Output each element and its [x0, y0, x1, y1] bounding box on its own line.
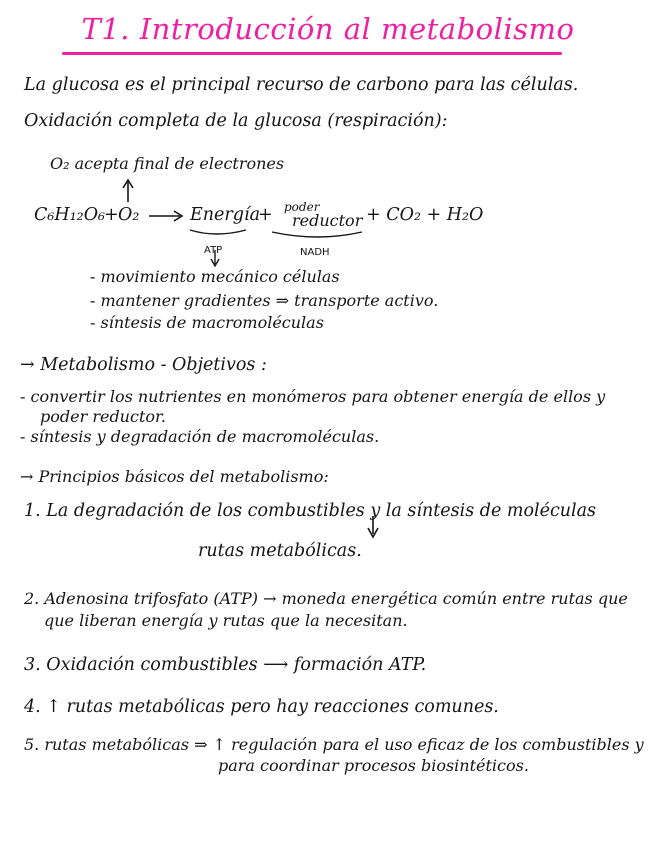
products-co2-h2o: + CO₂ + H₂O — [366, 205, 484, 225]
energy-brace — [190, 230, 246, 234]
principle-5-line-1: 5. rutas metabólicas ⇒ ↑ regulación para el uso eficaz de los combustibles y — [24, 735, 644, 754]
objective-nutrients: - convertir los nutrientes en monómeros para obtener energía de ellos y — [20, 387, 606, 406]
plus-sign-1: + — [104, 205, 119, 225]
principle-2-line-1: 2. Adenosina trifosfato (ATP) → moneda energética común entre rutas que — [24, 589, 628, 608]
energy-use-movement: - movimiento mecánico células — [90, 267, 340, 286]
intro-line-glucose: La glucosa es el principal recurso de carbono para las células. — [24, 75, 579, 95]
page-title: T1. Introducción al metabolismo — [81, 12, 575, 46]
principle-5-line-2: para coordinar procesos biosintéticos. — [218, 756, 529, 775]
nadh-label: NADH — [300, 247, 330, 258]
objectives-heading: → Metabolismo - Objetivos : — [20, 355, 267, 375]
reactant-glucose: C₆H₁₂O₆ — [34, 205, 106, 225]
principle-1: 1. La degradación de los combustibles y la síntesis de moléculas — [24, 501, 597, 521]
intro-line-oxidation: Oxidación completa de la glucosa (respiración): — [24, 111, 448, 131]
o2-acceptor-note: O₂ acepta final de electrones — [50, 154, 285, 173]
principle-4: 4. ↑ rutas metabólicas pero hay reacciones comunes. — [24, 697, 499, 717]
energy-use-gradients: - mantener gradientes ⇒ transporte activo. — [90, 291, 439, 310]
principle-2-line-2: que liberan energía y rutas que la necesitan. — [44, 611, 408, 630]
principle-3: 3. Oxidación combustibles ⟶ formación ATP. — [24, 655, 427, 675]
objective-nutrients-cont: poder reductor. — [40, 407, 166, 426]
reducing-power-bottom: reductor — [292, 211, 363, 230]
reactant-o2: O₂ — [118, 205, 140, 225]
reducing-power-top: poder — [284, 200, 320, 214]
principles-heading: → Principios básicos del metabolismo: — [20, 467, 329, 486]
energy-use-synthesis: - síntesis de macromoléculas — [90, 313, 324, 332]
objective-macromolecules: - síntesis y degradación de macromoléculas. — [20, 427, 380, 446]
principle-1-result: rutas metabólicas. — [198, 541, 362, 561]
product-energy: Energía — [190, 205, 260, 225]
reducing-power-brace — [272, 232, 362, 237]
plus-sign-2: + — [258, 205, 273, 225]
atp-label: ATP — [204, 245, 223, 256]
